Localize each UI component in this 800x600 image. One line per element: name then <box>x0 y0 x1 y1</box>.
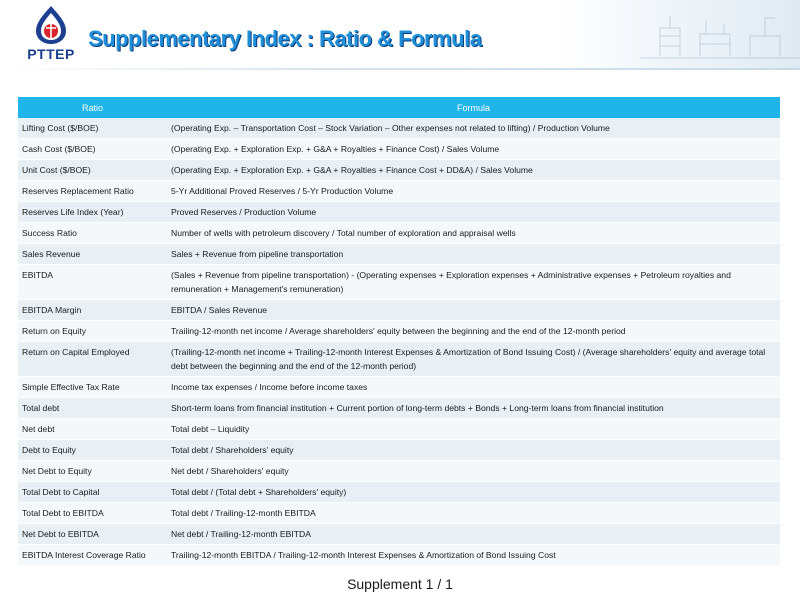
table-row <box>18 440 780 461</box>
formula-text: Net debt / Shareholders' equity <box>167 461 780 482</box>
formula-text: (Operating Exp. + Exploration Exp. + G&A + Royalties + Finance Cost + DD&A) / Sales Volume <box>167 160 780 181</box>
table-row <box>18 419 780 440</box>
formula-text: Total debt / (Total debt + Shareholders' equity) <box>167 482 780 503</box>
formula-column-header: Formula <box>167 97 780 118</box>
ratio-column-header: Ratio <box>18 97 167 118</box>
ratio-name: Reserves Life Index (Year) <box>18 202 167 223</box>
table-row <box>18 321 780 342</box>
formula-text: (Operating Exp. – Transportation Cost – Stock Variation – Other expenses not related to lifting) / Production Volume <box>167 118 780 139</box>
page-footer: Supplement 1 / 1 <box>347 576 453 592</box>
ratio-name: Reserves Replacement Ratio <box>18 181 167 202</box>
ratio-name: Lifting Cost ($/BOE) <box>18 118 167 139</box>
table-row <box>18 244 780 265</box>
ratio-name: EBITDA <box>18 265 167 300</box>
formula-text: EBITDA / Sales Revenue <box>167 300 780 321</box>
formula-text: Proved Reserves / Production Volume <box>167 202 780 223</box>
formula-text: (Trailing-12-month net income + Trailing-12-month Interest Expenses & Amortization of Bond Issuing Cost) / (Average shareholders' equity and average total debt between the beginning and the end of the 12-month period) <box>167 342 780 377</box>
ratio-name: Net Debt to Equity <box>18 461 167 482</box>
ratio-name: Return on Capital Employed <box>18 342 167 377</box>
formula-text: Number of wells with petroleum discovery / Total number of exploration and appraisal wells <box>167 223 780 244</box>
table-row <box>18 181 780 202</box>
ratio-name: EBITDA Margin <box>18 300 167 321</box>
table-row <box>18 202 780 223</box>
table-row <box>18 300 780 321</box>
formula-text: Trailing-12-month EBITDA / Trailing-12-month Interest Expenses & Amortization of Bond Issuing Cost <box>167 545 780 566</box>
formula-text: Net debt / Trailing-12-month EBITDA <box>167 524 780 545</box>
formula-text: Income tax expenses / Income before income taxes <box>167 377 780 398</box>
formula-text: Sales + Revenue from pipeline transportation <box>167 244 780 265</box>
table-row <box>18 342 780 377</box>
ratio-name: Unit Cost ($/BOE) <box>18 160 167 181</box>
formula-text: Total debt / Trailing-12-month EBITDA <box>167 503 780 524</box>
table-row <box>18 545 780 566</box>
formula-text: Total debt – Liquidity <box>167 419 780 440</box>
ratio-formula-table <box>18 97 780 566</box>
ratio-name: Sales Revenue <box>18 244 167 265</box>
ratio-name: EBITDA Interest Coverage Ratio <box>18 545 167 566</box>
table-row <box>18 377 780 398</box>
table-row <box>18 461 780 482</box>
formula-text: Trailing-12-month net income / Average shareholders' equity between the beginning and the end of the 12-month period <box>167 321 780 342</box>
page-title: Supplementary Index : Ratio & Formula <box>88 26 482 51</box>
ratio-name: Cash Cost ($/BOE) <box>18 139 167 160</box>
table-body <box>18 118 780 566</box>
ratio-name: Net Debt to EBITDA <box>18 524 167 545</box>
table-row <box>18 524 780 545</box>
ratio-name: Return on Equity <box>18 321 167 342</box>
logo-text: PTTEP <box>27 46 75 62</box>
table-row <box>18 139 780 160</box>
table-row <box>18 482 780 503</box>
ratio-name: Simple Effective Tax Rate <box>18 377 167 398</box>
ratio-name: Total debt <box>18 398 167 419</box>
table-row <box>18 265 780 300</box>
ratio-name: Total Debt to Capital <box>18 482 167 503</box>
formula-text: Total debt / Shareholders' equity <box>167 440 780 461</box>
pttep-logo-icon <box>28 4 74 46</box>
table-row <box>18 223 780 244</box>
table-row <box>18 398 780 419</box>
table-header-row <box>18 97 780 118</box>
header-divider <box>0 68 800 70</box>
ratio-name: Success Ratio <box>18 223 167 244</box>
formula-text: 5-Yr Additional Proved Reserves / 5-Yr Production Volume <box>167 181 780 202</box>
formula-text: Short-term loans from financial institution + Current portion of long-term debts + Bonds + Long-term loans from financial institution <box>167 398 780 419</box>
table-row <box>18 160 780 181</box>
offshore-platform-icon <box>640 6 800 66</box>
ratio-name: Net debt <box>18 419 167 440</box>
table-row <box>18 503 780 524</box>
table-row <box>18 118 780 139</box>
ratio-name: Debt to Equity <box>18 440 167 461</box>
formula-text: (Sales + Revenue from pipeline transportation) - (Operating expenses + Exploration expenses + Administrative expenses + Petroleum royalties and remuneration + Management's remuneration) <box>167 265 780 300</box>
formula-text: (Operating Exp. + Exploration Exp. + G&A + Royalties + Finance Cost) / Sales Volume <box>167 139 780 160</box>
ratio-name: Total Debt to EBITDA <box>18 503 167 524</box>
